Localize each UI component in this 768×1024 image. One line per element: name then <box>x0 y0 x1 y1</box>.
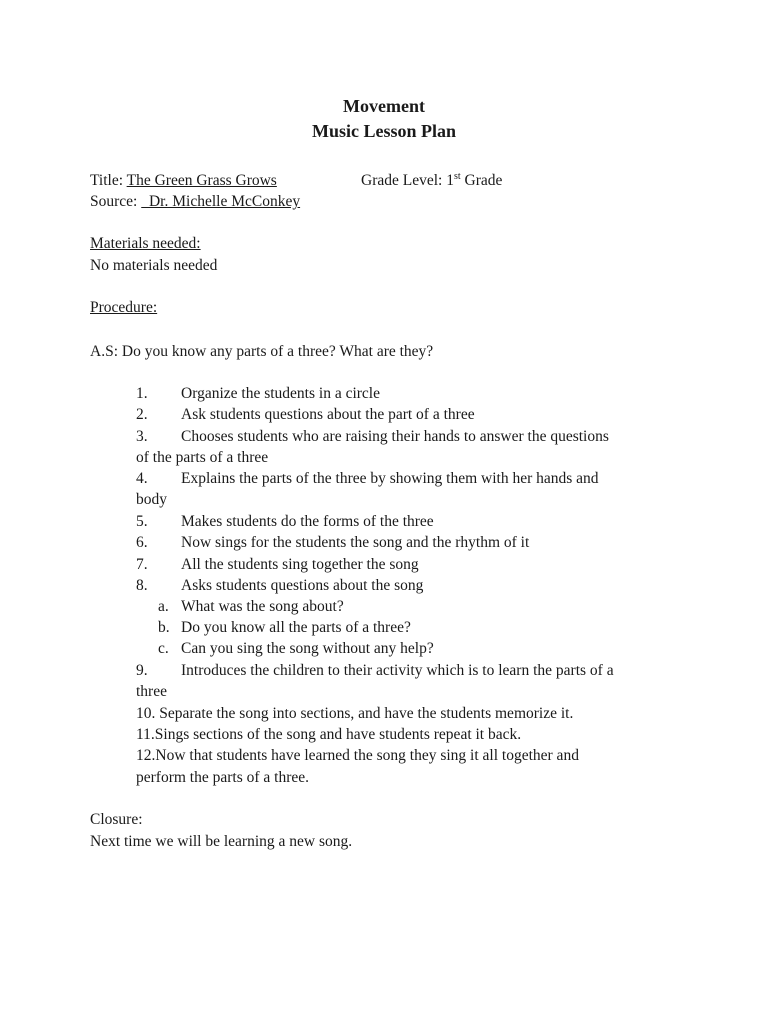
lesson-title: The Green Grass Grows <box>126 172 277 189</box>
anticipatory-set: A.S: Do you know any parts of a three? What are they? <box>90 343 434 360</box>
source-value: Dr. Michelle McConkey <box>141 193 301 210</box>
step-text: Chooses students who are raising their hands to answer the questions <box>181 428 609 445</box>
sub-item-text: What was the song about? <box>181 598 344 615</box>
sub-item-letter: c. <box>158 640 169 657</box>
step-text: Ask students questions about the part of a three <box>181 406 475 423</box>
step-10: 10. Separate the song into sections, and have the students memorize it. <box>136 705 574 722</box>
sub-item-letter: a. <box>158 598 169 615</box>
source-line: Source: Dr. Michelle McConkey <box>90 193 301 210</box>
step-12: 12.Now that students have learned the song they sing it all together and <box>136 747 579 764</box>
step-text: Explains the parts of the three by showing them with her hands and <box>181 470 599 487</box>
title-line: Title: The Green Grass Grows <box>90 172 277 189</box>
step-text: Asks students questions about the song <box>181 577 424 594</box>
materials-text: No materials needed <box>90 257 218 274</box>
step-continuation: three <box>136 683 167 700</box>
step-continuation: body <box>136 491 167 508</box>
step-number: 9. <box>136 662 148 679</box>
header-subtitle: Music Lesson Plan <box>311 121 457 141</box>
procedure-heading: Procedure: <box>90 299 158 316</box>
step-number: 8. <box>136 577 148 594</box>
closure-text: Next time we will be learning a new song. <box>90 833 353 850</box>
step-number: 3. <box>136 428 148 445</box>
header-title: Movement <box>343 96 425 116</box>
step-text: Organize the students in a circle <box>181 385 380 402</box>
step-text: Introduces the children to their activity which is to learn the parts of a <box>181 662 614 679</box>
step-number: 5. <box>136 513 148 530</box>
step-number: 2. <box>136 406 148 423</box>
sub-item-text: Can you sing the song without any help? <box>181 640 434 657</box>
sub-item-letter: b. <box>158 619 170 636</box>
sub-item-text: Do you know all the parts of a three? <box>181 619 411 636</box>
step-11: 11.Sings sections of the song and have students repeat it back. <box>136 726 522 743</box>
step-number: 6. <box>136 534 148 551</box>
step-text: Makes students do the forms of the three <box>181 513 434 530</box>
closure-heading: Closure: <box>90 811 143 828</box>
step-number: 1. <box>136 385 148 402</box>
step-number: 7. <box>136 556 148 573</box>
step-text: Now sings for the students the song and the rhythm of it <box>181 534 530 551</box>
step-continuation: of the parts of a three <box>136 449 269 466</box>
step-number: 4. <box>136 470 148 487</box>
materials-heading: Materials needed: <box>90 235 201 252</box>
step-text: All the students sing together the song <box>181 556 419 573</box>
grade-level: Grade Level: 1st Grade <box>361 170 503 189</box>
document-header <box>0 94 768 144</box>
step-12-continuation: perform the parts of a three. <box>136 769 310 786</box>
